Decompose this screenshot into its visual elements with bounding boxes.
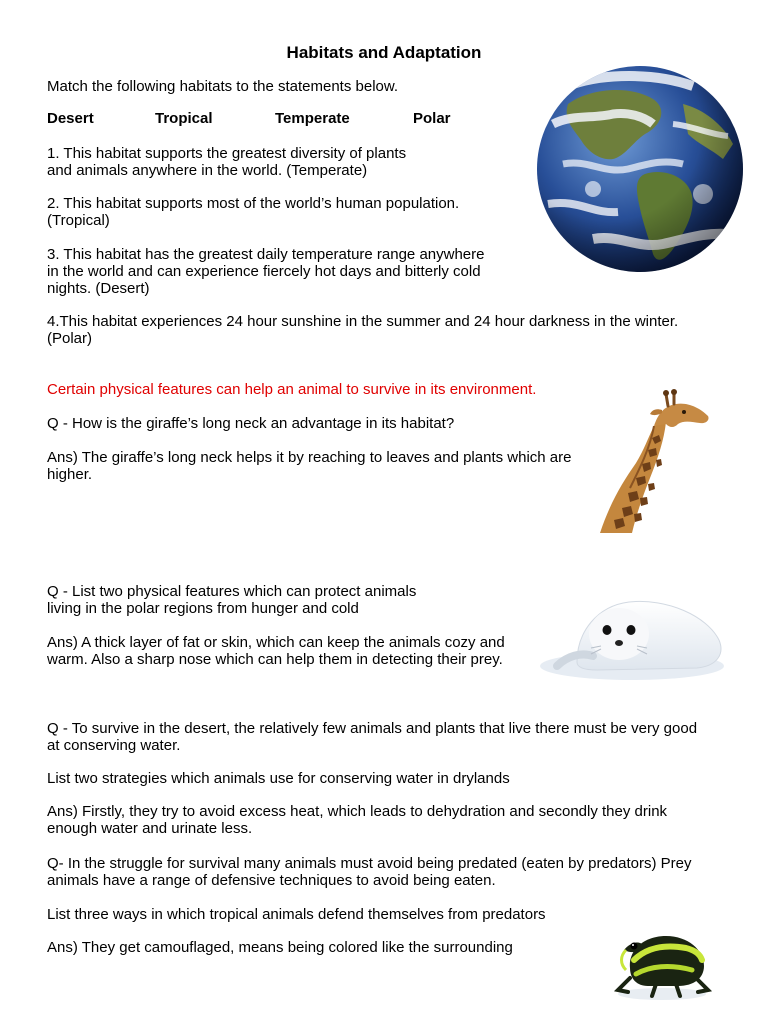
desert-intro-line-1: Q - To survive in the desert, the relatively few animals and plants that live there must be very good (47, 720, 698, 737)
polar-question-line-2: living in the polar regions from hunger and cold (47, 600, 359, 617)
statement-3-line-2: in the world and can experience fiercely hot days and bitterly cold (47, 263, 481, 280)
statement-3-line-1: 3. This habitat has the greatest daily temperature range anywhere (47, 246, 485, 263)
giraffe-question: Q - How is the giraffe’s long neck an advantage in its habitat? (47, 415, 455, 432)
statement-1-line-1: 1. This habitat supports the greatest diversity of plants (47, 145, 407, 162)
seal-pup-image (537, 592, 725, 682)
page-title: Habitats and Adaptation (286, 43, 482, 62)
tropical-answer: Ans) They get camouflaged, means being colored like the surrounding (47, 939, 513, 956)
poison-dart-frog-image (600, 920, 718, 1002)
polar-answer-line-2: warm. Also a sharp nose which can help them in detecting their prey. (47, 651, 503, 668)
giraffe-answer-line-2: higher. (47, 466, 93, 483)
giraffe-image (592, 388, 717, 533)
section-heading: Certain physical features can help an animal to survive in its environment. (47, 381, 537, 398)
tropical-question: List three ways in which tropical animals defend themselves from predators (47, 906, 546, 923)
tropical-intro-line-1: Q- In the struggle for survival many animals must avoid being predated (eaten by predators) Prey (47, 855, 692, 872)
polar-question-line-1: Q - List two physical features which can protect animals (47, 583, 417, 600)
statement-3-line-3: nights. (Desert) (47, 280, 150, 297)
habitat-desert: Desert (47, 110, 94, 127)
desert-answer-line-2: enough water and urinate less. (47, 820, 253, 837)
habitat-temperate: Temperate (275, 110, 350, 127)
habitat-tropical: Tropical (155, 110, 213, 127)
desert-answer-line-1: Ans) Firstly, they try to avoid excess heat, which leads to dehydration and secondly they drink (47, 803, 668, 820)
statement-2-line-1: 2. This habitat supports most of the world’s human population. (47, 195, 460, 212)
tropical-intro-line-2: animals have a range of defensive techniques to avoid being eaten. (47, 872, 496, 889)
statement-4-line-2: (Polar) (47, 330, 93, 347)
instructions: Match the following habitats to the statements below. (47, 78, 399, 95)
earth-globe-image (533, 64, 748, 274)
giraffe-answer-line-1: Ans) The giraffe’s long neck helps it by reaching to leaves and plants which are (47, 449, 572, 466)
polar-answer-line-1: Ans) A thick layer of fat or skin, which can keep the animals cozy and (47, 634, 505, 651)
statement-1-line-2: and animals anywhere in the world. (Temperate) (47, 162, 368, 179)
habitat-polar: Polar (413, 110, 451, 127)
desert-question: List two strategies which animals use for conserving water in drylands (47, 770, 510, 787)
desert-intro-line-2: at conserving water. (47, 737, 181, 754)
statement-2-line-2: (Tropical) (47, 212, 110, 229)
statement-4-line-1: 4.This habitat experiences 24 hour sunshine in the summer and 24 hour darkness in the winter. (47, 313, 679, 330)
